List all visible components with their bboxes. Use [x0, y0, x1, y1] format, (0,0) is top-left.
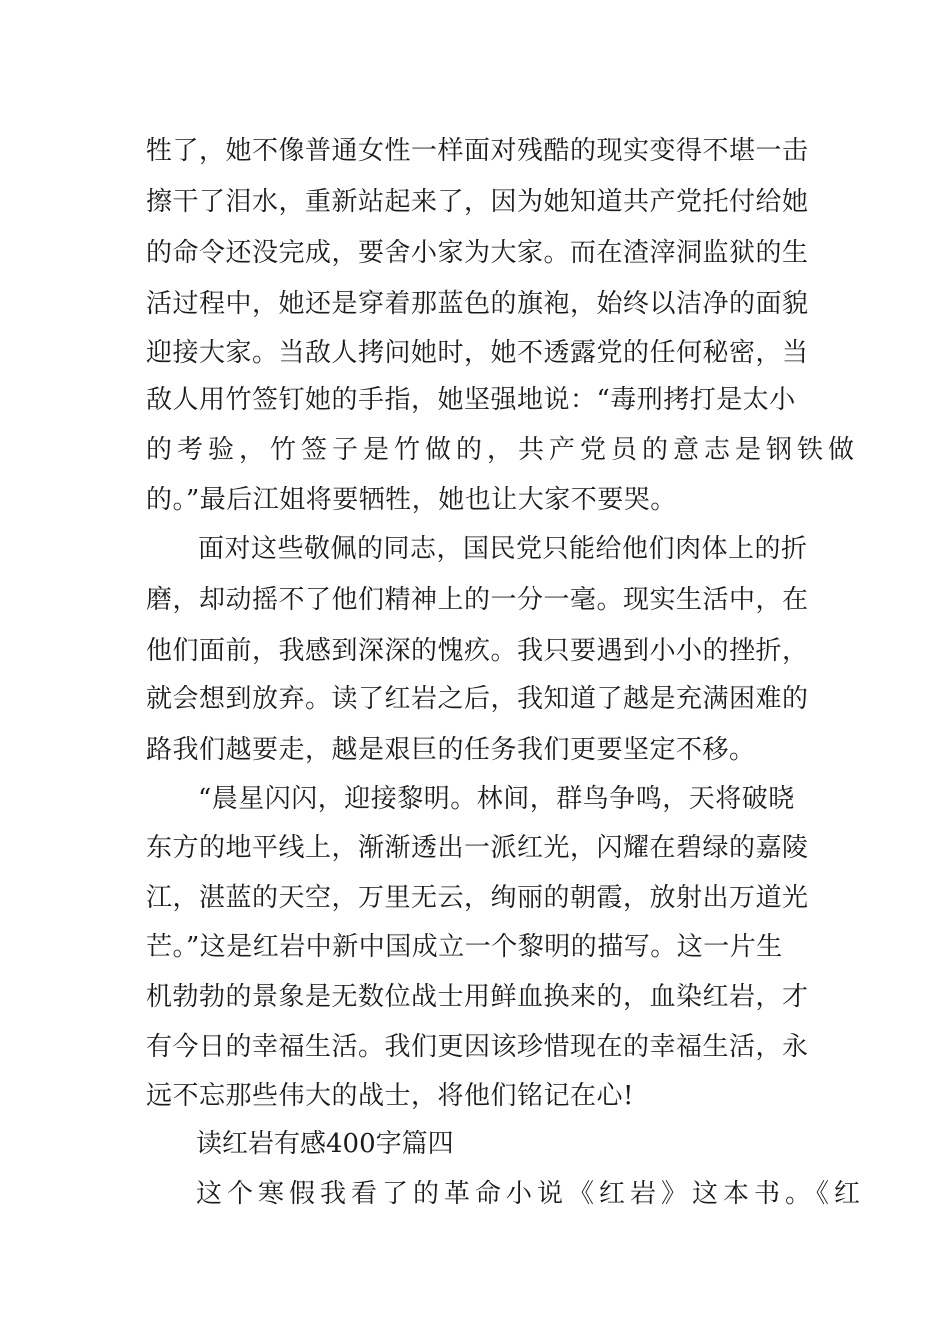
section-heading: 读红岩有感400字篇四 [196, 1129, 454, 1159]
text-line: 擦干了泪水，重新站起来了，因为她知道共产党托付给她 [146, 187, 809, 217]
text-line: 江，湛蓝的天空，万里无云，绚丽的朝霞，放射出万道光 [146, 883, 809, 913]
text-line: 敌人用竹签钉她的手指，她坚强地说：“毒刑拷打是太小 [146, 385, 796, 415]
text-line: 迎接大家。当敌人拷问她时，她不透露党的任何秘密，当 [146, 338, 809, 368]
paragraph-first-line: “晨星闪闪，迎接黎明。林间，群鸟争鸣，天将破晓 [198, 784, 795, 814]
text-line: 机勃勃的景象是无数位战士用鲜血换来的，血染红岩，才 [146, 982, 809, 1012]
text-line: 就会想到放弃。读了红岩之后，我知道了越是充满困难的 [146, 684, 809, 714]
text-line: 远不忘那些伟大的战士，将他们铭记在心! [146, 1081, 634, 1111]
text-line: 的。”最后江姐将要牺牲，她也让大家不要哭。 [146, 485, 677, 515]
text-line: 东方的地平线上，渐渐透出一派红光，闪耀在碧绿的嘉陵 [146, 833, 809, 863]
text-line: 的考验，竹签子是竹做的，共产党员的意志是钢铁做 [146, 435, 860, 465]
paragraph-first-line: 这个寒假我看了的革命小说《红岩》这本书。《红 [196, 1179, 866, 1209]
text-line: 磨，却动摇不了他们精神上的一分一毫。现实生活中，在 [146, 585, 809, 615]
text-line: 他们面前，我感到深深的愧疚。我只要遇到小小的挫折， [146, 636, 809, 666]
paragraph-first-line: 面对这些敬佩的同志，国民党只能给他们肉体上的折 [198, 534, 808, 564]
text-line: 有今日的幸福生活。我们更因该珍惜现在的幸福生活，永 [146, 1032, 809, 1062]
text-line: 路我们越要走，越是艰巨的任务我们更要坚定不移。 [146, 735, 756, 765]
text-line: 牲了，她不像普通女性一样面对残酷的现实变得不堪一击 [146, 136, 809, 166]
text-line: 活过程中，她还是穿着那蓝色的旗袍，始终以洁净的面貌 [146, 289, 809, 319]
text-line: 芒。”这是红岩中新中国成立一个黎明的描写。这一片生 [146, 932, 783, 962]
text-line: 的命令还没完成，要舍小家为大家。而在渣滓洞监狱的生 [146, 238, 809, 268]
